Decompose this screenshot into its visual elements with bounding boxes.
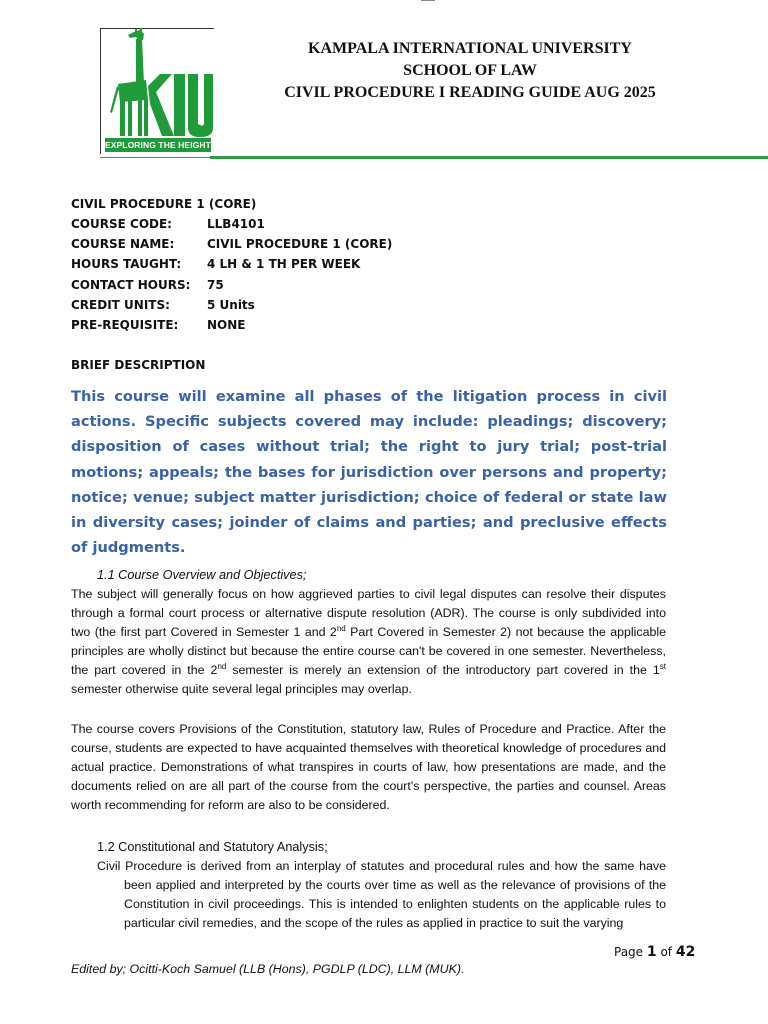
section-1-2-paragraph-1: Civil Procedure is derived from an interplay of statutes and procedural rules and how the same have been applied and interpreted by the courts over time as well as the relevance of provisions of the Constitution in civil proceedings. This is intended to enlighten students on the applicable rules to particular civil remedies, and the scope of the rules as applied in practice to suit the varying (97, 859, 666, 930)
giraffe-logo-icon (100, 28, 214, 140)
header-rule-left (100, 157, 210, 158)
info-label: CREDIT UNITS: (71, 297, 170, 312)
info-row-contact-hours (71, 275, 392, 295)
page-prefix: Page (614, 945, 647, 959)
text-run: semester is merely an extension of the introductory part covered in the 1 (226, 663, 660, 677)
page-total: 42 (675, 944, 696, 960)
info-row-course-code (71, 214, 392, 234)
info-row-hours-taught (71, 254, 392, 274)
info-value: 75 (207, 277, 224, 292)
info-label: CONTACT HOURS: (71, 277, 191, 292)
text-run: semester otherwise quite several legal principles may overlap. (71, 682, 412, 696)
page-of: of (656, 945, 676, 959)
info-value: 4 LH & 1 TH PER WEEK (207, 257, 361, 272)
info-label: COURSE CODE: (71, 217, 172, 231)
course-info-title: CIVIL PROCEDURE 1 (CORE) (71, 197, 257, 211)
section-1-1-paragraph-2: The course covers Provisions of the Constitution, statutory law, Rules of Procedure and Practice. After the course, students are expected to have acquainted themselves with theoretical knowledge of procedures and actual practice. Demonstrations of what transpires in courts of law, how presentations are made, and the documents relied on are all part of the course from the court's perspective, the parties and counsel. Areas worth recommending for reform are also to be considered. (71, 722, 666, 812)
header-rule (210, 156, 768, 159)
kiu-logo (100, 28, 217, 154)
page-number (614, 942, 695, 962)
logo-tagline: EXPLORING THE HEIGHTS (105, 140, 217, 150)
course-info (71, 194, 392, 335)
info-label: COURSE NAME: (71, 237, 175, 252)
superscript: nd (336, 623, 346, 633)
school-name: SCHOOL OF LAW (403, 62, 537, 79)
text-run: Part Covered in Semester 2) not because the applicable principles are wholly distinct but because the entire course can't be covered in one semester. Nevertheless, the part covered in the 2 (71, 625, 666, 677)
page-current: 1 (646, 944, 657, 960)
info-value: CIVIL PROCEDURE 1 (CORE) (207, 237, 393, 252)
info-value: NONE (207, 317, 246, 332)
footer-editor-credit: Edited by; Ocitti-Koch Samuel (LLB (Hons), PGDLP (LDC), LLM (MUK). (71, 962, 465, 976)
section-1-1-heading: 1.1 Course Overview and Objectives; (97, 568, 307, 582)
info-value: LLB4101 (207, 217, 265, 231)
info-row-course-name (71, 234, 392, 254)
university-name: KAMPALA INTERNATIONAL UNIVERSITY (308, 40, 632, 57)
info-value: 5 Units (207, 297, 255, 312)
brief-description-heading: BRIEF DESCRIPTION (71, 358, 206, 372)
document-header (220, 38, 720, 104)
text-run: The subject will generally focus on how aggrieved parties to civil legal disputes can resolve their disputes through a formal court process or alternative dispute resolution (ADR). The course is only subdivided into two (the first part Covered in Semester 1 and 2 (71, 587, 666, 639)
info-row-credit-units (71, 295, 392, 315)
section-1-2-heading: 1.2 Constitutional and Statutory Analysis; (97, 840, 328, 854)
brief-description-text: This course will examine all phases of the litigation process in civil actions. Specific subjects covered may include: pleadings; discovery; disposition of cases without trial; the right to jury trial; post-trial motions; appeals; the bases for jurisdiction over persons and property; notice; venue; subject matter jurisdiction; choice of federal or state law in diversity cases; joinder of claims and parties; and preclusive effects of judgments. (71, 388, 667, 557)
document-title: CIVIL PROCEDURE I READING GUIDE AUG 2025 (284, 84, 656, 101)
superscript: nd (217, 661, 227, 671)
info-label: HOURS TAUGHT: (71, 257, 182, 272)
superscript: st (659, 661, 666, 671)
page-top-mark (421, 0, 435, 1)
info-row-pre-requisite (71, 315, 392, 335)
info-label: PRE-REQUISITE: (71, 317, 179, 332)
section-1-1-paragraph-1 (71, 585, 666, 699)
